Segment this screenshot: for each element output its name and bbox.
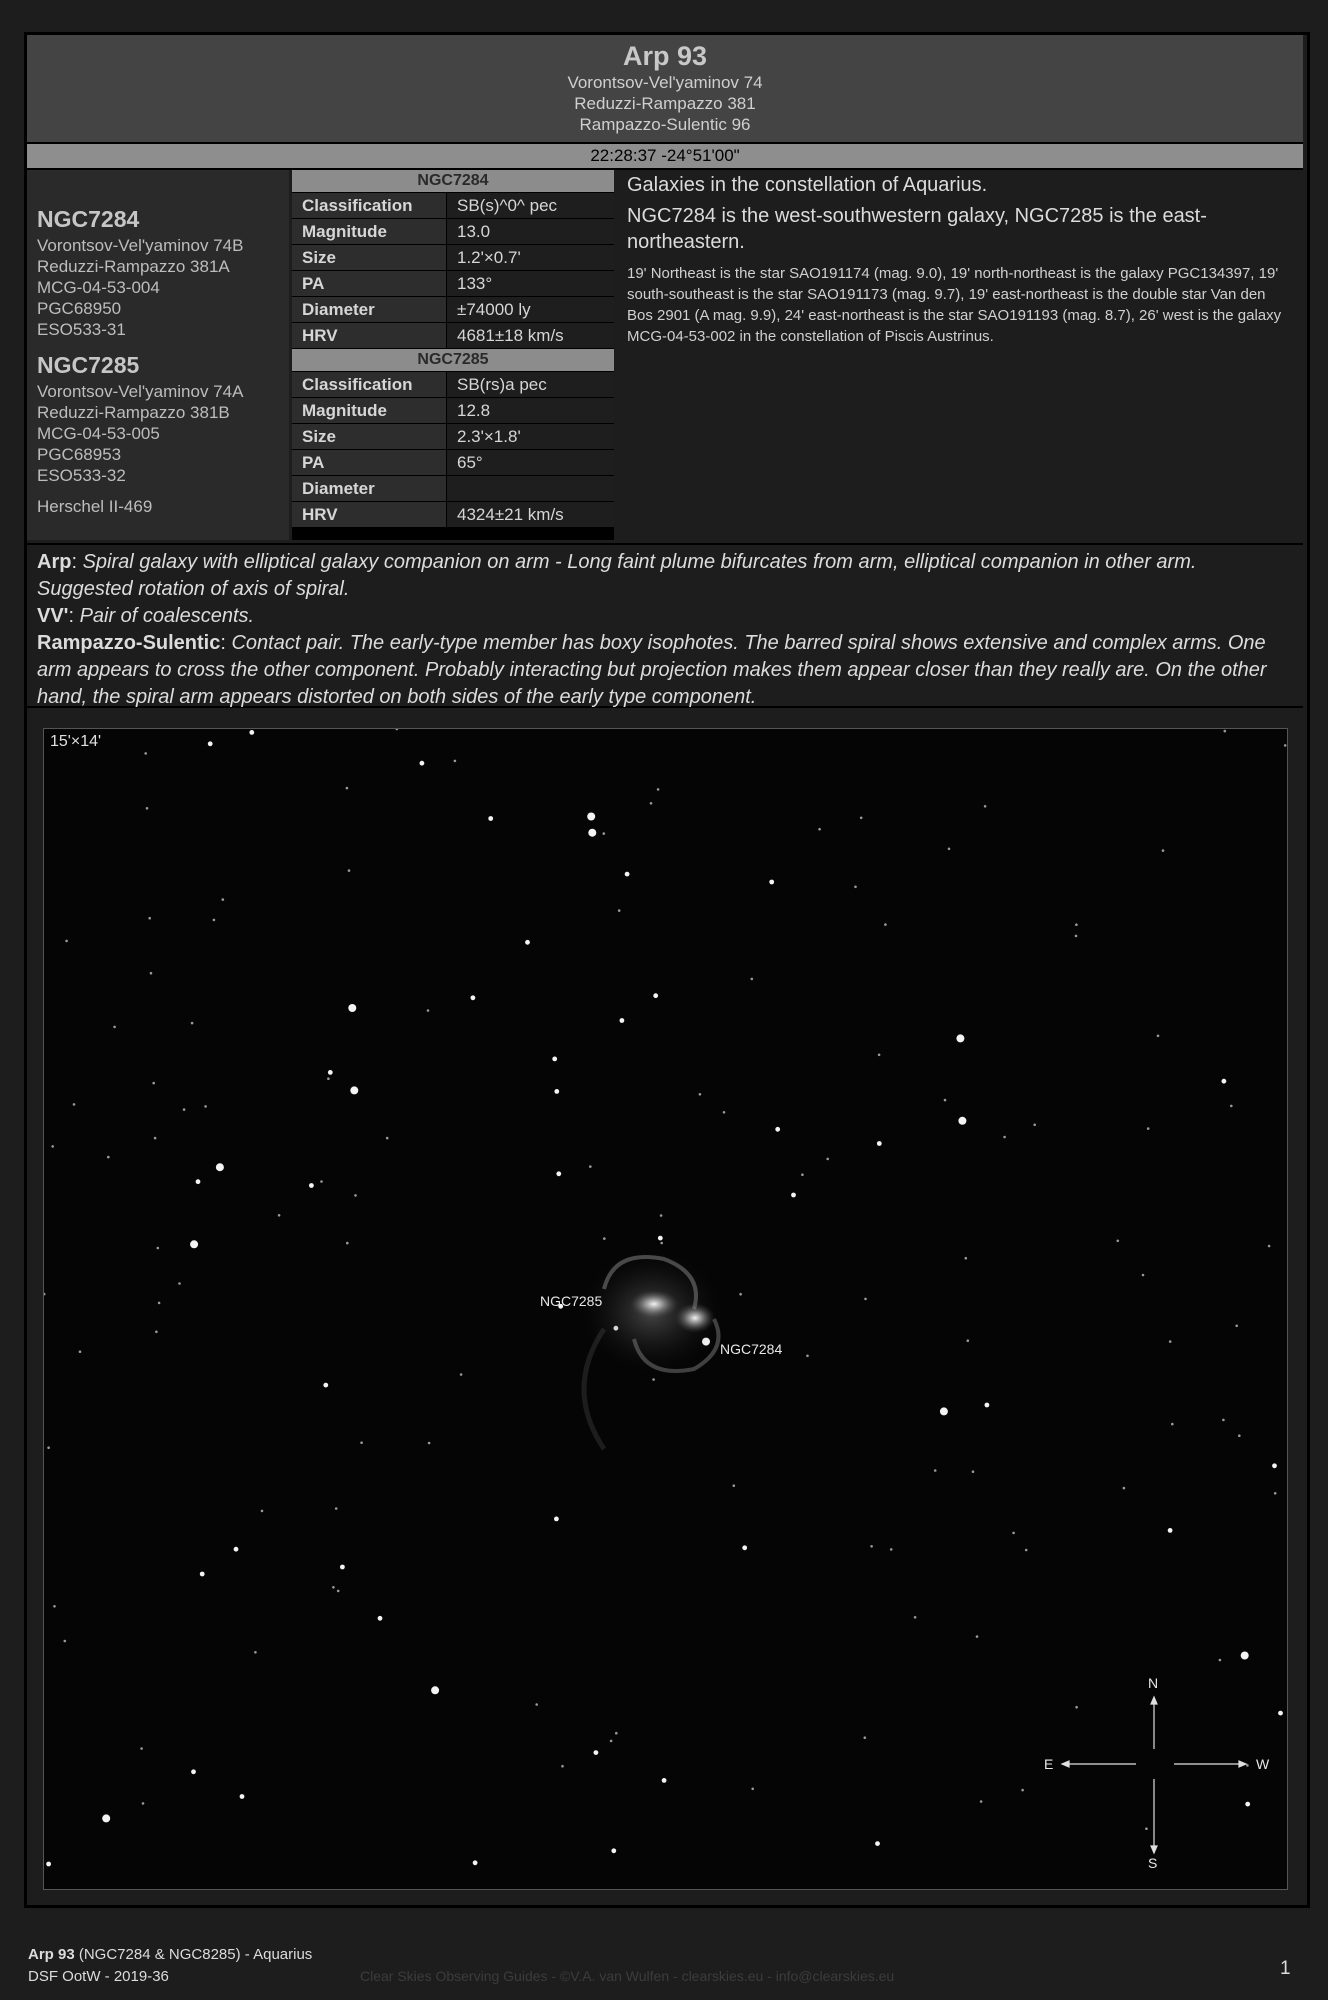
star [144,752,147,755]
table-row [292,372,614,397]
star [79,1350,82,1353]
description-heading: Galaxies in the constellation of Aquarius. [627,174,988,196]
star [148,917,151,920]
property-value: SB(rs)a pec [447,372,614,397]
alt-designation: Rampazzo-Sulentic 96 [579,115,751,134]
property-value: 13.0 [447,219,614,244]
star [884,923,887,926]
property-value: 4324±21 km/s [447,502,614,527]
star [1241,1652,1249,1660]
alias: PGC68950 [37,299,122,318]
star [1123,1487,1126,1490]
star [1147,1127,1150,1130]
table-row [292,219,614,244]
star [240,1794,245,1799]
star [890,1548,893,1551]
star [1162,849,1165,852]
star [1021,1789,1024,1792]
note-text: Pair of coalescents. [79,605,255,627]
star [150,972,153,975]
star [73,1103,76,1106]
compass [1062,1697,1246,1853]
page-title: Arp 93 [622,41,708,71]
footer-object-detail: (NGC7284 & NGC8285) - Aquarius [74,1946,313,1963]
note-text: Contact pair. The early-type member has boxy isophotes. The barred spiral shows extensive and complex arms. One arm appears to cross the other component. Probably interacting but projection makes them appear closer than they really are. On the other hand, the spiral arm appears distorted on both sides of the early type component. [37,632,1267,708]
property-value: 1.2'×0.7' [447,245,614,270]
star [327,1077,330,1080]
star [234,1547,239,1552]
star [328,1070,333,1075]
field-of-view-label: 15'×14' [50,733,102,750]
star [190,1240,198,1248]
star [985,1403,990,1408]
property-value: 12.8 [447,398,614,423]
star [1168,1528,1173,1533]
star [1224,730,1227,733]
star [178,1282,181,1285]
star [1246,1764,1249,1767]
star [378,1616,383,1621]
arp-note: Arp: Spiral galaxy with elliptical galaxy companion on arm - Long faint plume bifurcates from arm, elliptical companion in other arm. Suggested rotation of axis of spiral. [37,551,1197,600]
star [751,978,754,981]
star [386,1137,389,1140]
table-row [292,398,614,423]
star [65,940,68,943]
star [1033,1124,1036,1127]
star [594,1750,599,1755]
property-value: 4681±18 km/s [447,323,614,348]
star [102,1814,110,1822]
star [870,1545,873,1548]
star [346,787,349,790]
star [944,1099,947,1102]
star [864,1298,867,1301]
properties-tables [292,170,614,540]
property-value: 65° [447,450,614,475]
designations-panel [27,170,289,540]
property-key: Diameter [292,476,446,501]
star [587,813,595,821]
star [1157,1035,1160,1038]
star [554,1517,559,1522]
star [473,1860,478,1865]
star [535,1703,538,1706]
property-value: ±74000 ly [447,297,614,322]
star [340,1565,345,1570]
star [431,1686,439,1694]
star [323,1383,328,1388]
table-title: NGC7285 [292,349,614,371]
table-row [292,245,614,270]
page-number: 1 [1280,1958,1291,1979]
coordinates-bar: 22:28:37 -24°51'00" [27,144,1303,170]
star [660,1214,663,1217]
star [360,1441,363,1444]
table-row [292,450,614,475]
footer-object: Arp 93 [28,1946,75,1963]
star [723,1111,726,1114]
star [346,1242,349,1245]
star [650,802,653,805]
compass-east: E [1044,1756,1054,1772]
alias: Vorontsov-Vel'yaminov 74A [37,382,244,401]
star [337,1590,340,1593]
footer-title [28,1946,312,1963]
star [751,1788,754,1791]
star [348,1004,356,1012]
star [44,1293,46,1296]
star [948,848,951,851]
star [454,760,457,763]
star [158,1302,161,1305]
alias: ESO533-32 [37,466,126,485]
star [471,995,476,1000]
property-key: Classification [292,193,446,218]
property-key: Size [292,424,446,449]
note-label: VV' [37,605,69,627]
star [140,1747,143,1750]
table-row [292,424,614,449]
star [51,1145,54,1148]
property-key: Classification [292,372,446,397]
alias: PGC68953 [37,445,122,464]
star [652,1378,655,1381]
star [653,993,658,998]
star [603,1237,606,1240]
star [980,1800,983,1803]
star [967,1339,970,1342]
table-row [292,502,614,527]
table-row [292,193,614,218]
description-panel [617,170,1303,540]
star [216,1163,224,1171]
star [196,1179,201,1184]
property-key: PA [292,450,446,475]
compass-west: W [1256,1756,1270,1772]
star [934,1469,937,1472]
property-value: SB(s)^0^ pec [447,193,614,218]
star [615,1732,618,1735]
star [278,1214,281,1217]
star [618,909,621,912]
star [348,869,351,872]
galaxy-name: NGC7284 [37,206,140,232]
star [254,1651,257,1654]
star [1117,1240,1120,1243]
property-key: HRV [292,323,446,348]
star [332,1586,335,1589]
star [309,1183,314,1188]
star [791,1193,796,1198]
star [976,1635,979,1638]
star [610,1740,613,1743]
star [1272,1463,1277,1468]
footer-credit: Clear Skies Observing Guides - ©V.A. van Wulfen - clearskies.eu - info@clearskies.eu [360,1968,895,1984]
rs-note: Rampazzo-Sulentic: Contact pair. The early-type member has boxy isophotes. The barred spiral shows extensive and complex arms. One arm appears to cross the other component. Probably interacting but projection makes them appear closer than they really are. On the other hand, the spiral arm appears distorted on both sides of the early type component. [37,632,1267,708]
star [818,828,821,831]
catalog-notes [27,543,1303,708]
star [208,741,213,746]
alt-designation: Vorontsov-Vel'yaminov 74 [567,73,763,92]
star [1142,1274,1145,1277]
star [142,1802,145,1805]
footer-series: DSF OotW - 2019-36 [28,1968,169,1985]
star [350,1086,358,1094]
star [877,1141,882,1146]
star [107,1156,110,1159]
property-value: 2.3'×1.8' [447,424,614,449]
star [525,940,530,945]
star [1222,1079,1227,1084]
star [46,1862,51,1867]
star [155,1331,158,1334]
star [320,1180,323,1183]
star [427,1009,430,1012]
star [1075,1706,1078,1709]
star [556,1171,561,1176]
compass-south: S [1148,1855,1158,1871]
table-title: NGC7284 [292,170,614,192]
property-value: 133° [447,271,614,296]
label-ngc7284: NGC7284 [720,1341,783,1357]
star [1075,923,1078,926]
star [972,1470,975,1473]
star [157,1247,160,1250]
sky-image [43,728,1288,1890]
star [113,1026,116,1029]
note-text: Spiral galaxy with elliptical galaxy companion on arm - Long faint plume bifurcates from arm, elliptical companion in other arm. Suggested rotation of axis of spiral. [37,551,1197,600]
star [658,1236,663,1241]
star [428,1442,431,1445]
star [611,1848,616,1853]
alias: Reduzzi-Rampazzo 381B [37,403,230,422]
alias: MCG-04-53-005 [37,424,160,443]
property-key: Magnitude [292,398,446,423]
property-value [447,476,614,501]
star [204,1105,207,1108]
alias: MCG-04-53-004 [37,278,160,297]
star [261,1510,264,1513]
star [213,919,216,922]
star [154,1137,157,1140]
property-key: HRV [292,502,446,527]
vv-note: VV': Pair of coalescents. [37,605,255,627]
star [775,1127,780,1132]
label-ngc7285: NGC7285 [540,1293,603,1309]
description-orientation: NGC7284 is the west-southwestern galaxy, NGC7285 is the east-northeastern. [627,205,1207,253]
star [1284,744,1287,747]
star [183,1108,186,1111]
star [1219,1659,1222,1662]
compass-north: N [1148,1675,1159,1691]
star [552,1057,557,1062]
property-key: Magnitude [292,219,446,244]
star [588,829,596,837]
table-row [292,476,614,501]
star [769,880,774,885]
star [603,832,606,835]
star [826,1158,829,1161]
star [1171,1423,1174,1426]
star [191,1022,194,1025]
star [875,1841,880,1846]
galaxy-ngc7285 [630,1290,678,1318]
galaxy-name: NGC7285 [37,352,140,378]
star [860,817,863,820]
star [152,1082,155,1085]
star [914,1616,917,1619]
star [1235,1325,1238,1328]
description-surroundings: 19' Northeast is the star SAO191174 (mag. 9.0), 19' north-northeast is the galaxy PGC134397, 19' south-southeast is the star SAO191173 (mag. 9.7), 19' east-northeast is the double star Van den Bos 2901 (A mag. 9.9), 24' east-northeast is the star SAO191193 (mag. 8.7), 26' west is the galaxy MCG-04-53-002 in the constellation of Piscis Austrinus. [627,265,1282,345]
star [657,788,660,791]
star [146,807,149,810]
alias: Reduzzi-Rampazzo 381A [37,257,230,276]
star [1003,1136,1006,1139]
header [27,35,1303,144]
star [589,1165,592,1168]
star [1075,935,1078,938]
star [64,1640,67,1643]
star [200,1572,205,1577]
alias: Vorontsov-Vel'yaminov 74B [37,236,244,255]
table-row [292,323,614,348]
star [53,1605,56,1608]
star [1169,1340,1172,1343]
star [864,1736,867,1739]
star [660,1242,663,1245]
star [1274,1492,1277,1495]
star [662,1778,667,1783]
star [1238,1434,1241,1437]
star [806,1355,809,1358]
note-label: Rampazzo-Sulentic [37,632,221,654]
property-key: Size [292,245,446,270]
alias: ESO533-31 [37,320,126,339]
alias: Herschel II-469 [37,497,153,516]
star [1230,1105,1233,1108]
alt-designation: Reduzzi-Rampazzo 381 [574,94,756,113]
star [878,1054,881,1057]
galaxy-pair [582,1252,722,1449]
star [561,1765,564,1768]
star [488,816,493,821]
star-field [44,729,1287,1889]
star [940,1407,948,1415]
star [1145,1827,1148,1830]
star [984,805,987,808]
star [354,1194,357,1197]
star [420,761,425,766]
property-key: PA [292,271,446,296]
note-label: Arp [37,551,72,573]
star [1278,1711,1283,1716]
table-row [292,297,614,322]
star [739,1293,742,1296]
star [956,1034,964,1042]
star [854,886,857,889]
star [1268,1245,1271,1248]
table-row [292,271,614,296]
star [801,1173,804,1176]
star [460,1373,463,1376]
star [47,1446,50,1449]
star [191,1769,196,1774]
star [1012,1532,1015,1535]
star [1245,1802,1250,1807]
star [249,730,254,735]
star [396,729,399,730]
star [1222,1419,1225,1422]
star [699,1093,702,1096]
star [965,1257,968,1260]
star [222,898,225,901]
star [742,1545,747,1550]
star [1025,1549,1028,1552]
star [733,1484,736,1487]
star [335,1507,338,1510]
star [625,872,630,877]
property-key: Diameter [292,297,446,322]
star [554,1089,559,1094]
star [620,1018,625,1023]
galaxy-ngc7284 [675,1303,715,1333]
star [958,1117,966,1125]
